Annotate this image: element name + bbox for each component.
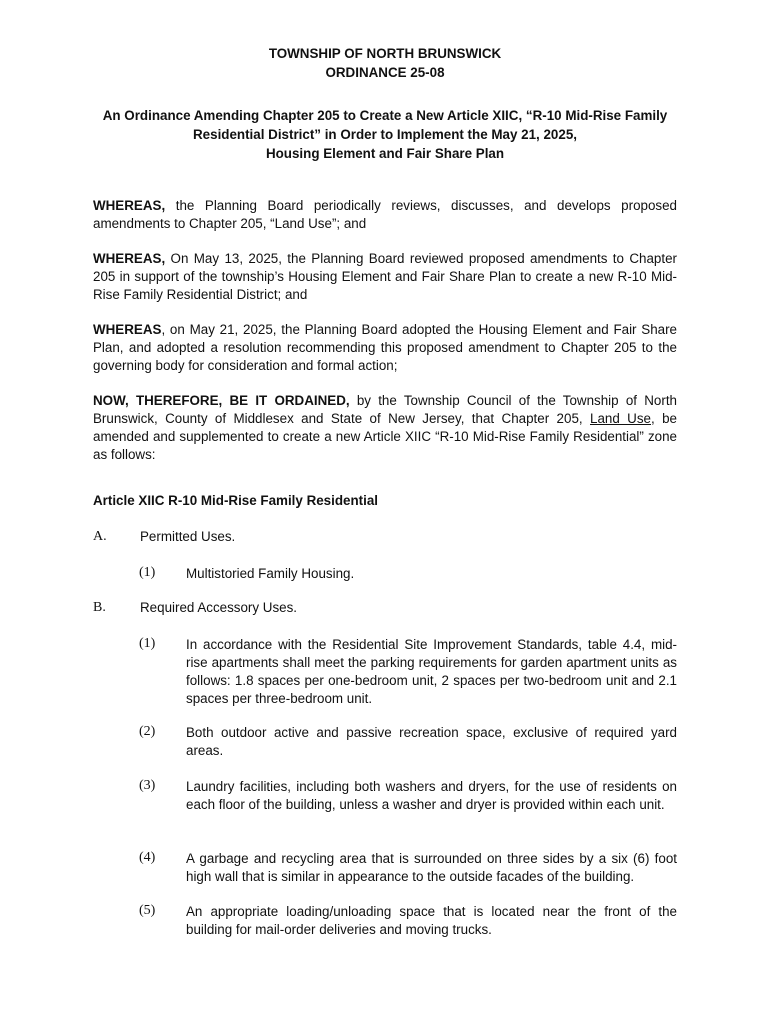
whereas-paragraph-2 — [93, 250, 677, 304]
whereas-paragraph-3 — [93, 321, 677, 375]
section-b-letter: B. — [93, 600, 106, 615]
ordained-text-after: , be amended and supplemented to create a new Article XIIC “R-10 Mid-Rise Family Residential” zone as follows: — [93, 411, 677, 462]
section-b-item-number: (5) — [139, 903, 156, 918]
section-a-item-text: Multistoried Family Housing. — [186, 566, 355, 581]
whereas-text: On May 13, 2025, the Planning Board reviewed proposed amendments to Chapter 205 in support of the township’s Housing Element and Fair Share Plan to create a new R-10 Mid-Rise Family Residential District; and — [93, 251, 677, 302]
section-b-item-text: An appropriate loading/unloading space that is located near the front of the building for mail-order deliveries and moving trucks. — [186, 904, 677, 937]
whereas-lead: WHEREAS, — [93, 251, 166, 266]
whereas-lead: WHEREAS, — [93, 198, 166, 213]
whereas-text: , on May 21, 2025, the Planning Board adopted the Housing Element and Fair Share Plan, and adopted a resolution recommending this proposed amendment to Chapter 205 to the governing body for consideration and formal action; — [93, 322, 677, 373]
section-b-item-number: (4) — [139, 850, 156, 865]
section-b-item-number: (1) — [139, 636, 156, 651]
land-use-reference: Land Use — [590, 411, 651, 426]
ordained-text-before: by the Township Council of the Township of North Brunswick, County of Middlesex and State of New Jersey, that Chapter 205, — [93, 393, 677, 426]
section-b-item-text: In accordance with the Residential Site Improvement Standards, table 4.4, mid-rise apartments shall meet the parking requirements for garden apartment units as follows: 1.8 spaces per one-bedroom unit, 2 spaces per two-bedroom unit and 2.1 spaces per three-bedroom unit. — [186, 637, 677, 706]
ordained-lead: NOW, THEREFORE, BE IT ORDAINED, — [93, 393, 350, 408]
section-a-title: Permitted Uses. — [140, 529, 236, 544]
section-a-letter: A. — [93, 529, 107, 544]
article-heading: Article XIIC R-10 Mid-Rise Family Residential — [93, 493, 379, 508]
ordained-paragraph — [93, 392, 677, 464]
section-a-item-number: (1) — [139, 565, 156, 580]
township-name: TOWNSHIP OF NORTH BRUNSWICK — [268, 46, 502, 61]
ordinance-title-line-3: Housing Element and Fair Share Plan — [265, 146, 505, 161]
section-b-item-text: Both outdoor active and passive recreation space, exclusive of required yard areas. — [186, 725, 677, 758]
whereas-paragraph-1 — [93, 197, 677, 233]
section-b-item-number: (3) — [139, 778, 156, 793]
section-b-title: Required Accessory Uses. — [140, 600, 298, 615]
whereas-text: the Planning Board periodically reviews, discusses, and develops proposed amendments to Chapter 205, “Land Use”; and — [93, 198, 677, 231]
section-b-item-number: (2) — [139, 724, 156, 739]
ordinance-number: ORDINANCE 25-08 — [325, 65, 445, 80]
section-b-item-text: A garbage and recycling area that is surrounded on three sides by a six (6) foot high wall that is similar in appearance to the outside facades of the building. — [186, 851, 677, 884]
ordinance-title-line-1: An Ordinance Amending Chapter 205 to Create a New Article XIIC, “R-10 Mid-Rise Family — [102, 108, 668, 123]
whereas-lead: WHEREAS — [93, 322, 162, 337]
section-b-item-text: Laundry facilities, including both washers and dryers, for the use of residents on each floor of the building, unless a washer and dryer is provided within each unit. — [186, 779, 677, 812]
ordinance-title-line-2: Residential District” in Order to Implement the May 21, 2025, — [193, 127, 577, 142]
